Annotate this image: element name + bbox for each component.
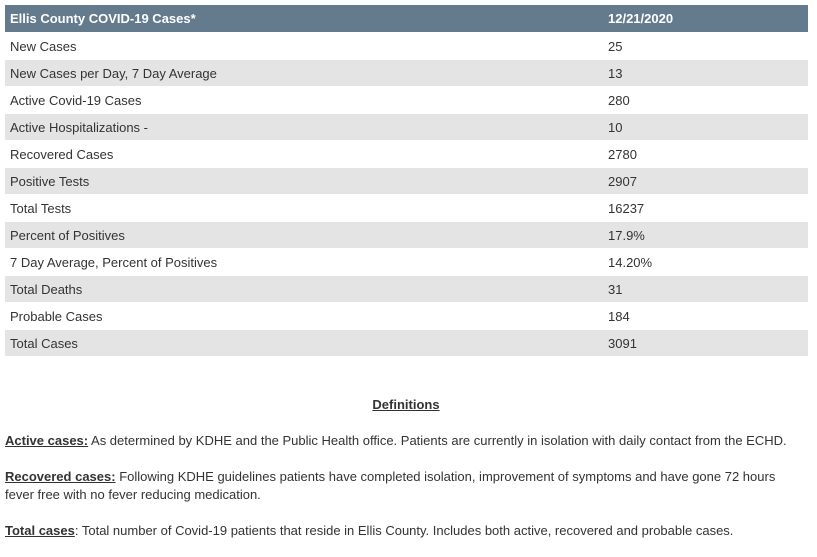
table-row	[5, 141, 808, 168]
row-label: Positive Tests	[5, 168, 603, 195]
row-label: Active Hospitalizations -	[5, 114, 603, 141]
definition-active-cases	[5, 432, 805, 450]
table-row	[5, 87, 808, 114]
row-value: 280	[603, 87, 808, 114]
row-value: 25	[603, 33, 808, 60]
table-row	[5, 276, 808, 303]
row-label: Percent of Positives	[5, 222, 603, 249]
row-label: Total Cases	[5, 330, 603, 357]
row-label: Recovered Cases	[5, 141, 603, 168]
row-label: Probable Cases	[5, 303, 603, 330]
row-label: Total Tests	[5, 195, 603, 222]
row-label: New Cases	[5, 33, 603, 60]
table-header-row	[5, 5, 808, 33]
row-value: 2780	[603, 141, 808, 168]
covid-cases-table	[5, 5, 808, 357]
definition-recovered-cases	[5, 468, 805, 504]
definition-total-cases	[5, 522, 805, 540]
definition-text: : Total number of Covid-19 patients that reside in Ellis County. Includes both active, recovered and probable cases.	[74, 523, 734, 538]
table-row	[5, 33, 808, 60]
definition-term: Total cases	[5, 523, 75, 538]
table-date: 12/21/2020	[603, 5, 808, 33]
row-label: Active Covid-19 Cases	[5, 87, 603, 114]
table-row	[5, 168, 808, 195]
row-value: 31	[603, 276, 808, 303]
row-value: 17.9%	[603, 222, 808, 249]
table-row	[5, 114, 808, 141]
table-row	[5, 60, 808, 87]
table-row	[5, 303, 808, 330]
row-value: 184	[603, 303, 808, 330]
row-value: 16237	[603, 195, 808, 222]
row-label: Total Deaths	[5, 276, 603, 303]
row-value: 14.20%	[603, 249, 808, 276]
row-label: New Cases per Day, 7 Day Average	[5, 60, 603, 87]
table-row	[5, 249, 808, 276]
table-row	[5, 330, 808, 357]
row-value: 2907	[603, 168, 808, 195]
table-row	[5, 222, 808, 249]
table-title: Ellis County COVID-19 Cases*	[5, 5, 603, 33]
definition-term: Recovered cases:	[5, 469, 116, 484]
row-value: 10	[603, 114, 808, 141]
table-row	[5, 195, 808, 222]
row-label: 7 Day Average, Percent of Positives	[5, 249, 603, 276]
definition-text: Following KDHE guidelines patients have completed isolation, improvement of symptoms and have gone 72 hours fever free with no fever reducing medication.	[5, 469, 776, 502]
definition-text: As determined by KDHE and the Public Health office. Patients are currently in isolation with daily contact from the ECHD.	[88, 433, 787, 448]
definitions-heading: Definitions	[372, 397, 440, 412]
row-value: 13	[603, 60, 808, 87]
row-value: 3091	[603, 330, 808, 357]
definition-term: Active cases:	[5, 433, 89, 448]
